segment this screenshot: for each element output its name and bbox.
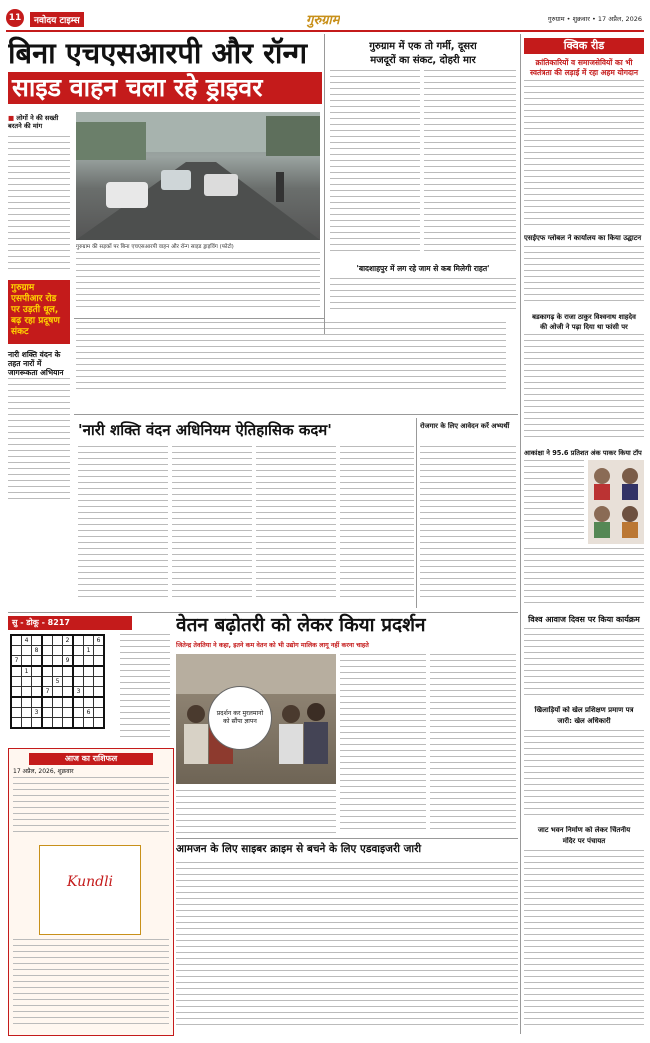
sudoku-cell[interactable] bbox=[53, 646, 63, 656]
sudoku-cell[interactable] bbox=[53, 635, 63, 646]
sudoku-cell[interactable] bbox=[11, 718, 22, 729]
sudoku-cell[interactable] bbox=[32, 666, 43, 677]
sudoku-cell[interactable] bbox=[11, 697, 22, 708]
sudoku-cell[interactable]: 3 bbox=[73, 687, 84, 698]
women-body-col-4 bbox=[340, 446, 414, 606]
sudoku-cell[interactable] bbox=[84, 666, 94, 677]
horoscope-box bbox=[8, 748, 174, 1036]
horoscope-entries-bottom bbox=[13, 939, 169, 1029]
sudoku-cell[interactable] bbox=[84, 656, 94, 667]
sudoku-row bbox=[11, 697, 104, 708]
sudoku-cell[interactable] bbox=[63, 666, 74, 677]
sudoku-cell[interactable] bbox=[73, 635, 84, 646]
sudoku-cell[interactable] bbox=[94, 687, 105, 698]
right-headline-line-1: क्रांतिकारियों व समाजसेवियों का भी bbox=[535, 58, 633, 67]
sudoku-cell[interactable] bbox=[63, 708, 74, 718]
right-story-3-line-1: बडकागढ़ के राजा ठाकुर विश्वनाथ शाहदेव bbox=[532, 313, 636, 321]
sudoku-row bbox=[11, 646, 104, 656]
kundli-ad-brand: Kundli bbox=[66, 874, 114, 890]
sudoku-cell[interactable] bbox=[73, 708, 84, 718]
side-brief-body bbox=[8, 378, 70, 508]
sudoku-cell[interactable]: 1 bbox=[22, 666, 32, 677]
side-promo-box bbox=[8, 280, 70, 344]
sudoku-cell[interactable]: 3 bbox=[32, 708, 43, 718]
sudoku-cell[interactable]: 8 bbox=[32, 646, 43, 656]
right-body-4b bbox=[524, 548, 644, 608]
cyber-headline: आमजन के लिए साइबर क्राइम से बचने के लिए एडवाइजरी जारी bbox=[176, 843, 422, 855]
sudoku-cell[interactable] bbox=[22, 656, 32, 667]
sudoku-cell[interactable] bbox=[63, 697, 74, 708]
sudoku-cell[interactable] bbox=[22, 708, 32, 718]
sudoku-cell[interactable] bbox=[22, 718, 32, 729]
masthead bbox=[6, 8, 644, 32]
sudoku-cell[interactable] bbox=[11, 708, 22, 718]
cyber-body bbox=[176, 862, 518, 1030]
sudoku-cell[interactable] bbox=[42, 718, 53, 729]
sudoku-cell[interactable] bbox=[53, 697, 63, 708]
horoscope-title: आज का राशिफल bbox=[29, 753, 153, 765]
second-headline-line-1: गुरुग्राम में एक तो गर्मी, दूसरा bbox=[369, 41, 477, 52]
sudoku-cell[interactable] bbox=[73, 718, 84, 729]
sudoku-cell[interactable] bbox=[42, 635, 53, 646]
horoscope-entries-top bbox=[13, 777, 169, 837]
sudoku-cell[interactable] bbox=[94, 697, 105, 708]
sudoku-cell[interactable] bbox=[32, 687, 43, 698]
sudoku-cell[interactable] bbox=[84, 697, 94, 708]
right-body-7 bbox=[524, 850, 644, 1030]
salary-subhead: जितेन्द्र तेवतिया ने कहा, इतने कम वेतन को भी उद्योग मालिक लागू नहीं करना चाहते bbox=[176, 642, 369, 649]
sudoku-cell[interactable] bbox=[94, 666, 105, 677]
women-side-headline: रोजगार के लिए आवेदन करें अभ्यर्थी bbox=[420, 422, 510, 430]
traffic-scene-graphic bbox=[76, 112, 320, 240]
sudoku-cell[interactable]: 7 bbox=[11, 656, 22, 667]
sudoku-cell[interactable] bbox=[94, 718, 105, 729]
lead-headline-line-2: साइड वाहन चला रहे ड्राइवर bbox=[8, 72, 322, 104]
women-body-col-3 bbox=[256, 446, 336, 606]
sudoku-cell[interactable] bbox=[53, 708, 63, 718]
sudoku-cell[interactable] bbox=[63, 677, 74, 687]
salary-body-col-2 bbox=[430, 654, 516, 834]
salary-body-col-1 bbox=[340, 654, 426, 834]
second-subhead: 'बादशाहपुर में लग रहे जाम से कब मिलेगी राहत' bbox=[356, 264, 490, 273]
second-sub-body bbox=[330, 278, 516, 318]
right-story-7-line-2: मंदिर पर पंचायत bbox=[562, 837, 606, 845]
sudoku-cell[interactable] bbox=[42, 677, 53, 687]
sudoku-cell[interactable]: 9 bbox=[63, 656, 74, 667]
salary-headline: वेतन बढ़ोतरी को लेकर किया प्रदर्शन bbox=[176, 614, 426, 636]
horoscope-date: 17 अप्रैल, 2026, शुक्रवार bbox=[13, 768, 74, 775]
sudoku-cell[interactable] bbox=[94, 708, 105, 718]
sudoku-cell[interactable]: 2 bbox=[63, 635, 74, 646]
lead-body-cols bbox=[76, 252, 320, 312]
women-body-col-2 bbox=[172, 446, 252, 606]
right-story-6-line-2: जारी: खेल अधिकारी bbox=[557, 717, 611, 725]
sudoku-cell[interactable] bbox=[42, 646, 53, 656]
mid-body-block bbox=[76, 322, 506, 412]
sudoku-cell[interactable] bbox=[63, 646, 74, 656]
sudoku-cell[interactable] bbox=[73, 697, 84, 708]
paper-name: नवोदय टाइम्स bbox=[30, 12, 84, 27]
sudoku-cell[interactable] bbox=[53, 687, 63, 698]
sudoku-cell[interactable] bbox=[84, 718, 94, 729]
sudoku-cell[interactable] bbox=[73, 677, 84, 687]
sudoku-cell[interactable] bbox=[42, 656, 53, 667]
sudoku-cell[interactable]: 6 bbox=[84, 708, 94, 718]
sudoku-cell[interactable] bbox=[94, 656, 105, 667]
second-body-col-1 bbox=[330, 70, 420, 260]
sudoku-row bbox=[11, 666, 104, 677]
quick-read-banner: क्विक रीड bbox=[524, 38, 644, 54]
protest-photo-label-circle: प्रदर्शन कर मुरलमानो को सौंपा ज्ञापन bbox=[208, 686, 272, 750]
women-story-headline: 'नारी शक्ति वंदन अधिनियम ऐतिहासिक कदम' bbox=[78, 421, 332, 439]
kundli-ad[interactable] bbox=[39, 845, 141, 935]
sudoku-cell[interactable]: 6 bbox=[94, 635, 105, 646]
sudoku-cell[interactable] bbox=[53, 666, 63, 677]
women-body-col-1 bbox=[78, 446, 168, 606]
right-body-2 bbox=[524, 246, 644, 306]
sudoku-cell[interactable] bbox=[22, 646, 32, 656]
sudoku-cell[interactable] bbox=[73, 666, 84, 677]
lead-body-col-1 bbox=[8, 136, 70, 276]
right-body-6 bbox=[524, 730, 644, 820]
sudoku-cell[interactable]: 4 bbox=[22, 635, 32, 646]
sudoku-row bbox=[11, 635, 104, 646]
sudoku-cell[interactable] bbox=[22, 697, 32, 708]
lead-photo-caption: गुरुग्राम की सड़कों पर बिना एचएसआरपी वाहन और रॉन्ग साइड ड्राइविंग (फोटो) bbox=[76, 244, 234, 250]
sudoku-cell[interactable] bbox=[22, 687, 32, 698]
sudoku-cell[interactable] bbox=[11, 666, 22, 677]
red-bullet-icon: ■ bbox=[8, 114, 15, 122]
sudoku-cell[interactable] bbox=[94, 677, 105, 687]
sudoku-cell[interactable] bbox=[11, 677, 22, 687]
sudoku-cell[interactable] bbox=[63, 718, 74, 729]
sudoku-grid[interactable] bbox=[10, 634, 105, 729]
women-side-body bbox=[420, 446, 516, 606]
sudoku-cell[interactable] bbox=[22, 677, 32, 687]
student-photo-strip bbox=[588, 460, 644, 544]
sudoku-cell[interactable] bbox=[84, 677, 94, 687]
sudoku-cell[interactable] bbox=[42, 708, 53, 718]
sudoku-cell[interactable] bbox=[53, 718, 63, 729]
lead-bullet bbox=[8, 114, 70, 130]
sudoku-row bbox=[11, 687, 104, 698]
sudoku-cell[interactable] bbox=[63, 687, 74, 698]
sudoku-cell[interactable] bbox=[53, 656, 63, 667]
second-headline-line-2: मजदूरों का संकट, दोहरी मार bbox=[370, 55, 476, 66]
right-headline-line-2: स्वतंत्रता की लड़ाई में रहा अहम योगदान bbox=[529, 68, 639, 77]
sudoku-cell[interactable] bbox=[42, 697, 53, 708]
right-body-1 bbox=[524, 80, 644, 230]
right-body-3 bbox=[524, 334, 644, 444]
sudoku-cell[interactable] bbox=[32, 635, 43, 646]
second-body-col-2 bbox=[424, 70, 516, 260]
sudoku-cell[interactable] bbox=[94, 646, 105, 656]
right-story-7-line-1: जाट भवन निर्माण को लेकर चिंतनीय bbox=[537, 826, 631, 834]
sudoku-cell[interactable]: 1 bbox=[84, 646, 94, 656]
sudoku-cell[interactable] bbox=[84, 635, 94, 646]
lead-headline-line-1: बिना एचएसआरपी और रॉन्ग bbox=[8, 36, 308, 70]
side-promo-text: गुरुग्राम एसपीआर रोड पर उड़ती धूल, बढ़ रहा प्रदूषण संकट bbox=[11, 283, 60, 337]
sudoku-cell[interactable] bbox=[32, 656, 43, 667]
dateline: गुरुग्राम • शुक्रवार • 17 अप्रैल, 2026 bbox=[547, 15, 642, 23]
sudoku-cell[interactable] bbox=[32, 718, 43, 729]
sudoku-cell[interactable] bbox=[42, 666, 53, 677]
sudoku-cell[interactable] bbox=[73, 646, 84, 656]
sudoku-cell[interactable] bbox=[32, 677, 43, 687]
lead-photo-traffic bbox=[76, 112, 320, 240]
salary-body-under-photo bbox=[176, 790, 336, 840]
side-brief-headline: नारी शक्ति वंदन के तहत नारों में जागरूकता अभियान bbox=[8, 350, 64, 377]
sudoku-cell[interactable]: 7 bbox=[42, 687, 53, 698]
sudoku-row bbox=[11, 708, 104, 718]
sudoku-cell[interactable] bbox=[32, 697, 43, 708]
lead-bullet-text: लोगों ने की सख्ती बरतने की मांग bbox=[8, 114, 59, 130]
sudoku-cell[interactable] bbox=[11, 687, 22, 698]
right-story-2-headline: एसईएफ ग्लोबल ने कार्यालय का किया उद्घाटन bbox=[524, 234, 642, 242]
right-story-3-line-2: की ओजी ने पढ़ा दिया था फांसी पर bbox=[540, 323, 628, 331]
sudoku-cell[interactable] bbox=[84, 687, 94, 698]
sudoku-cell[interactable] bbox=[11, 646, 22, 656]
right-story-4-headline: आकांक्षा ने 95.6 प्रतिशत अंक पाकर किया टॉप bbox=[524, 449, 642, 457]
right-body-4 bbox=[524, 460, 584, 544]
sudoku-row bbox=[11, 677, 104, 687]
section-title: गुरुग्राम bbox=[306, 13, 340, 28]
right-story-6-line-1: खिलाड़ियों को खेल प्रशिक्षण प्रमाण पत्र bbox=[534, 706, 634, 714]
sudoku-instructions bbox=[120, 634, 170, 744]
sudoku-cell[interactable] bbox=[73, 656, 84, 667]
sudoku-title: सु - डोकू - 8217 bbox=[8, 616, 132, 630]
sudoku-cell[interactable] bbox=[11, 635, 22, 646]
sudoku-row bbox=[11, 656, 104, 667]
sudoku-cell[interactable]: 5 bbox=[53, 677, 63, 687]
sudoku-row bbox=[11, 718, 104, 729]
right-story-5-headline: विश्व आवाज दिवस पर किया कार्यक्रम bbox=[528, 615, 640, 624]
right-body-5 bbox=[524, 628, 644, 698]
page-number-badge: 11 bbox=[6, 9, 24, 27]
student-portraits-graphic bbox=[588, 460, 644, 544]
